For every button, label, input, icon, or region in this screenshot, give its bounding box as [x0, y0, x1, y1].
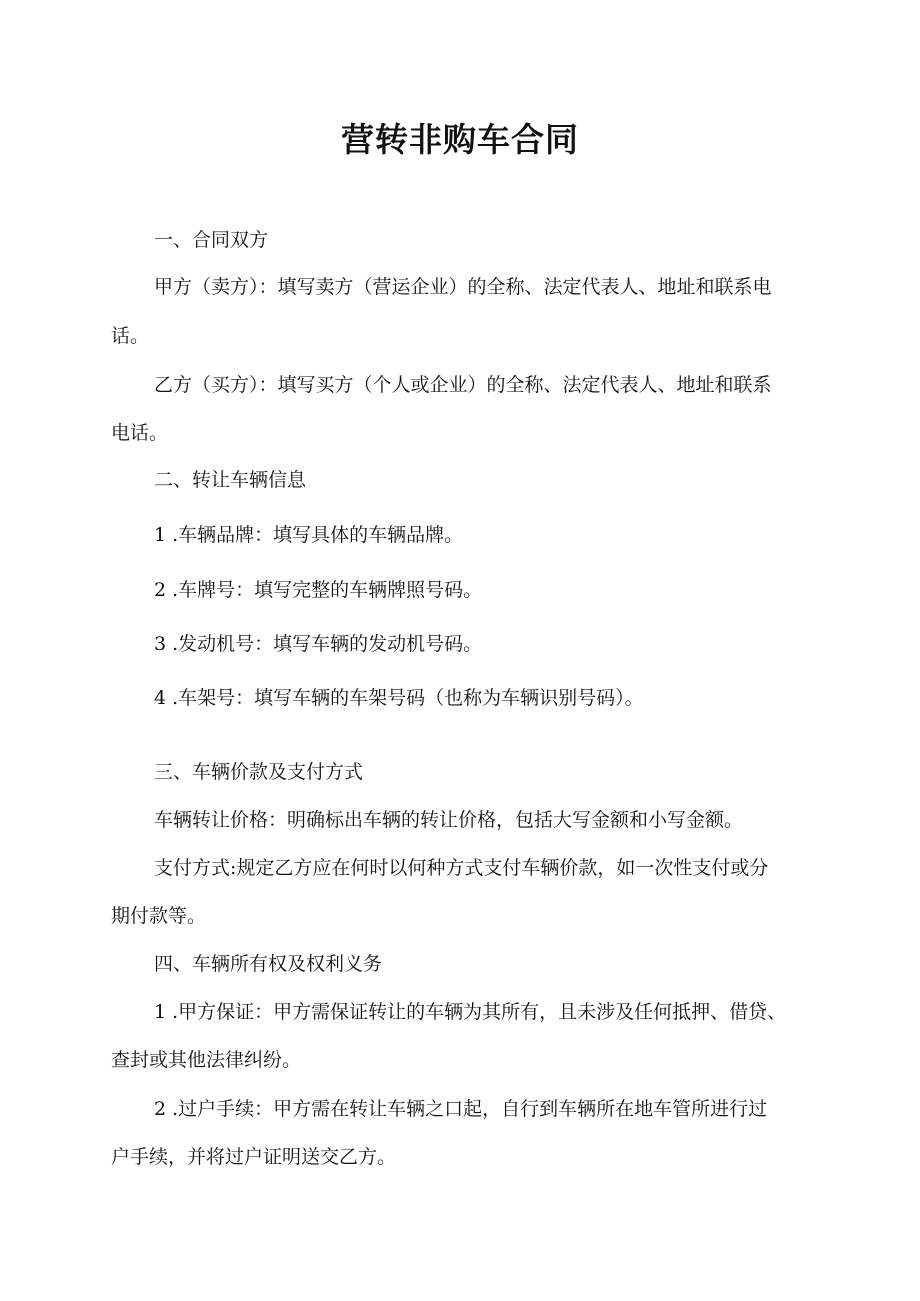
ownership-item: 2 .过户手续：甲方需在转让车辆之口起，自行到车辆所在地车管所进行过 — [154, 1098, 768, 1120]
vehicle-info-item: 2 .车牌号：填写完整的车辆牌照号码。 — [154, 579, 483, 601]
party-a-text-continued: 话。 — [111, 325, 150, 347]
ownership-item: 1 .甲方保证：甲方需保证转让的车辆为其所有，且未涉及任何抵押、借贷、 — [154, 1001, 787, 1023]
vehicle-info-item: 3 .发动机号：填写车辆的发动机号码。 — [154, 633, 483, 655]
party-b-text-continued: 电话。 — [111, 422, 169, 444]
document-title: 营转非购车合同 — [341, 120, 579, 159]
section-heading: 四、车辆所有权及权利义务 — [154, 953, 383, 975]
section-heading: 二、转让车辆信息 — [154, 469, 307, 491]
party-a-text: 甲方（卖方）：填写卖方（营运企业）的全称、法定代表人、地址和联系电 — [154, 276, 772, 298]
vehicle-info-item: 4 .车架号：填写车辆的车架号码（也称为车辆识别号码）。 — [154, 687, 644, 709]
payment-text-continued: 期付款等。 — [111, 905, 207, 927]
section-heading: 三、车辆价款及支付方式 — [154, 761, 364, 783]
section-heading: 一、合同双方 — [154, 229, 269, 251]
party-b-text: 乙方（买方）：填写买方（个人或企业）的全称、法定代表人、地址和联系 — [154, 374, 772, 396]
ownership-item-continued: 查封或其他法律纠纷。 — [111, 1049, 302, 1071]
price-text: 车辆转让价格：明确标出车辆的转让价格，包括大写金额和小写金额。 — [154, 809, 744, 831]
ownership-item-continued: 户手续，并将过户证明送交乙方。 — [111, 1146, 397, 1168]
vehicle-info-item: 1 .车辆品牌：填写具体的车辆品牌。 — [154, 524, 464, 546]
payment-text: 支付方式:规定乙方应在何时以何种方式支付车辆价款，如一次性支付或分 — [154, 857, 769, 879]
